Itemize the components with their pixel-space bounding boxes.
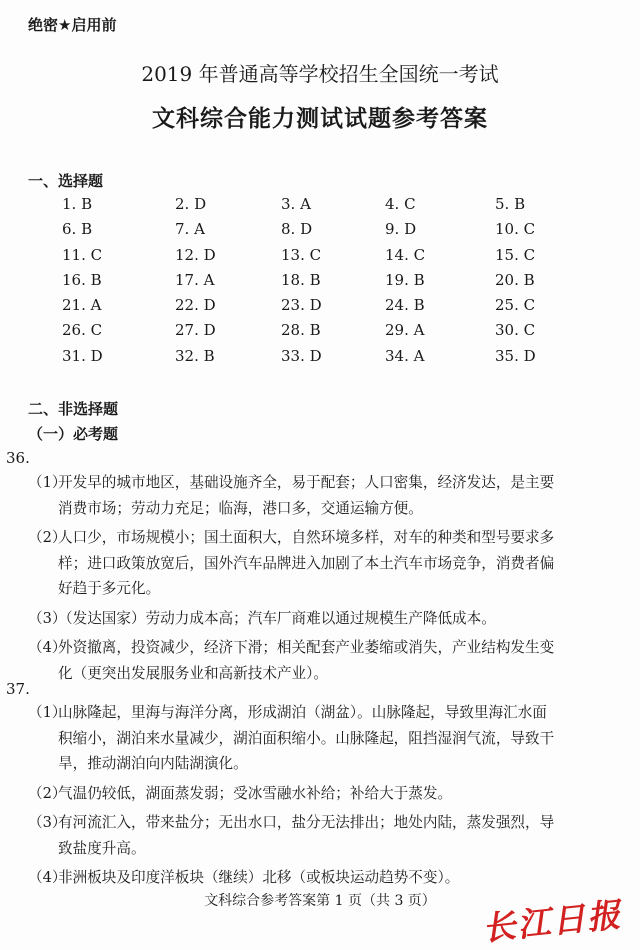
answer-cell: 32. B xyxy=(175,346,215,365)
answer-cell: 17. A xyxy=(175,270,215,289)
answer-cell: 2. D xyxy=(175,195,207,213)
answer-item-label: （1） xyxy=(28,704,67,721)
answer-row xyxy=(28,220,588,245)
exam-title: 2019 年普通高等学校招生全国统一考试 xyxy=(141,62,499,86)
answer-item-label: （1） xyxy=(28,474,67,491)
answer-line: 山脉隆起，里海与海洋分离，形成湖泊（湖盆）。山脉隆起，导致里海汇水面 xyxy=(58,704,547,721)
answer-line: 消费市场；劳动力充足；临海，港口多，交通运输方便。 xyxy=(58,499,423,517)
section-required-title: （一）必考题 xyxy=(28,425,119,443)
answer-cell: 16. B xyxy=(62,270,102,289)
answer-row xyxy=(28,321,588,346)
answer-cell: 12. D xyxy=(175,245,216,264)
answer-line: 开发早的城市地区，基础设施齐全，易于配套；人口密集，经济发达，是主要 xyxy=(58,474,555,491)
answer-line: 好趋于多元化。 xyxy=(58,580,161,597)
answer-item-label: （2） xyxy=(28,529,67,546)
answer-cell: 23. D xyxy=(281,296,322,315)
answer-cell: 13. C xyxy=(281,245,322,264)
answer-row xyxy=(28,347,588,372)
answer-line: 有河流汇入，带来盐分；无出水口，盐分无法排出；地处内陆，蒸发强烈，导 xyxy=(58,814,555,831)
answer-cell: 11. C xyxy=(62,245,103,264)
answer-item-label: （4） xyxy=(28,869,67,886)
question-36-number: 36. xyxy=(6,449,30,467)
answer-row xyxy=(28,271,588,296)
page-title: 文科综合能力测试试题参考答案 xyxy=(152,106,488,132)
answer-line: 旱，推动湖泊向内陆湖演化。 xyxy=(58,755,248,772)
confidential-label: 绝密★启用前 xyxy=(28,16,117,34)
answer-cell: 7. A xyxy=(175,220,205,239)
answer-cell: 18. B xyxy=(281,270,321,289)
answer-cell: 14. C xyxy=(385,245,426,264)
answer-line: 样；进口政策放宽后，国外汽车品牌进入加剧了本土汽车市场竞争，消费者偏 xyxy=(58,554,555,572)
answer-cell: 31. D xyxy=(62,346,103,365)
answer-row xyxy=(28,195,588,220)
answer-item xyxy=(28,865,603,891)
answer-cell: 1. B xyxy=(62,195,93,213)
answer-line: 化（更突出发展服务业和高新技术产业）。 xyxy=(58,664,328,682)
section-choice-title: 一、选择题 xyxy=(28,172,104,190)
answer-item xyxy=(28,525,603,602)
answer-row xyxy=(28,246,588,271)
answer-cell: 22. D xyxy=(175,296,216,315)
answer-cell: 5. B xyxy=(495,195,526,213)
answer-cell: 33. D xyxy=(281,346,322,365)
answer-line: 人口少，市场规模小；国土面积大，自然环境多样，对车的种类和型号要求多 xyxy=(58,529,555,546)
answer-cell: 26. C xyxy=(62,321,103,340)
answer-line: 积缩小，湖泊来水量减少，湖泊面积缩小。山脉隆起，阻挡湿润气流，导致干 xyxy=(58,729,555,747)
answer-item xyxy=(28,635,603,686)
answer-item xyxy=(28,810,603,861)
answer-cell: 35. D xyxy=(495,346,536,365)
answer-cell: 34. A xyxy=(385,346,425,365)
page-footer: 文科综合参考答案第 1 页（共 3 页） xyxy=(204,893,436,909)
answer-cell: 9. D xyxy=(385,220,417,239)
answer-line: （发达国家）劳动力成本高；汽车厂商难以通过规模生产降低成本。 xyxy=(58,609,496,627)
answer-item xyxy=(28,606,603,632)
answer-cell: 19. B xyxy=(385,270,425,289)
answer-item-label: （3） xyxy=(28,814,67,831)
answer-item-label: （4） xyxy=(28,639,67,656)
answer-row xyxy=(28,296,588,321)
answer-cell: 4. C xyxy=(385,195,416,213)
answer-cell: 20. B xyxy=(495,270,535,289)
answer-line: 致盐度升高。 xyxy=(58,839,146,857)
section-nonchoice-title: 二、非选择题 xyxy=(28,400,119,418)
answer-item xyxy=(28,470,603,521)
watermark-logo: 长江日报 xyxy=(480,894,624,949)
answer-item-label: （3） xyxy=(28,609,67,627)
answer-cell: 10. C xyxy=(495,220,536,239)
answer-line: 气温仍较低，湖面蒸发弱；受冰雪融水补给；补给大于蒸发。 xyxy=(58,784,453,802)
answer-cell: 24. B xyxy=(385,296,425,315)
answer-grid xyxy=(28,195,588,372)
answer-cell: 30. C xyxy=(495,321,536,340)
answer-cell: 28. B xyxy=(281,321,321,340)
answer-cell: 6. B xyxy=(62,220,93,239)
answer-cell: 21. A xyxy=(62,296,102,315)
answer-cell: 3. A xyxy=(281,195,311,213)
answer-line: 外资撤离，投资减少，经济下滑；相关配套产业萎缩或消失，产业结构发生变 xyxy=(58,639,555,656)
answer-item-label: （2） xyxy=(28,784,67,802)
answer-cell: 29. A xyxy=(385,321,425,340)
answer-cell: 27. D xyxy=(175,321,216,340)
answer-cell: 8. D xyxy=(281,220,313,239)
answer-cell: 25. C xyxy=(495,296,536,315)
answer-item xyxy=(28,700,603,777)
answer-line: 非洲板块及印度洋板块（继续）北移（或板块运动趋势不变）。 xyxy=(58,869,460,886)
answer-cell: 15. C xyxy=(495,245,536,264)
answer-item xyxy=(28,781,603,807)
question-37-number: 37. xyxy=(6,680,30,698)
